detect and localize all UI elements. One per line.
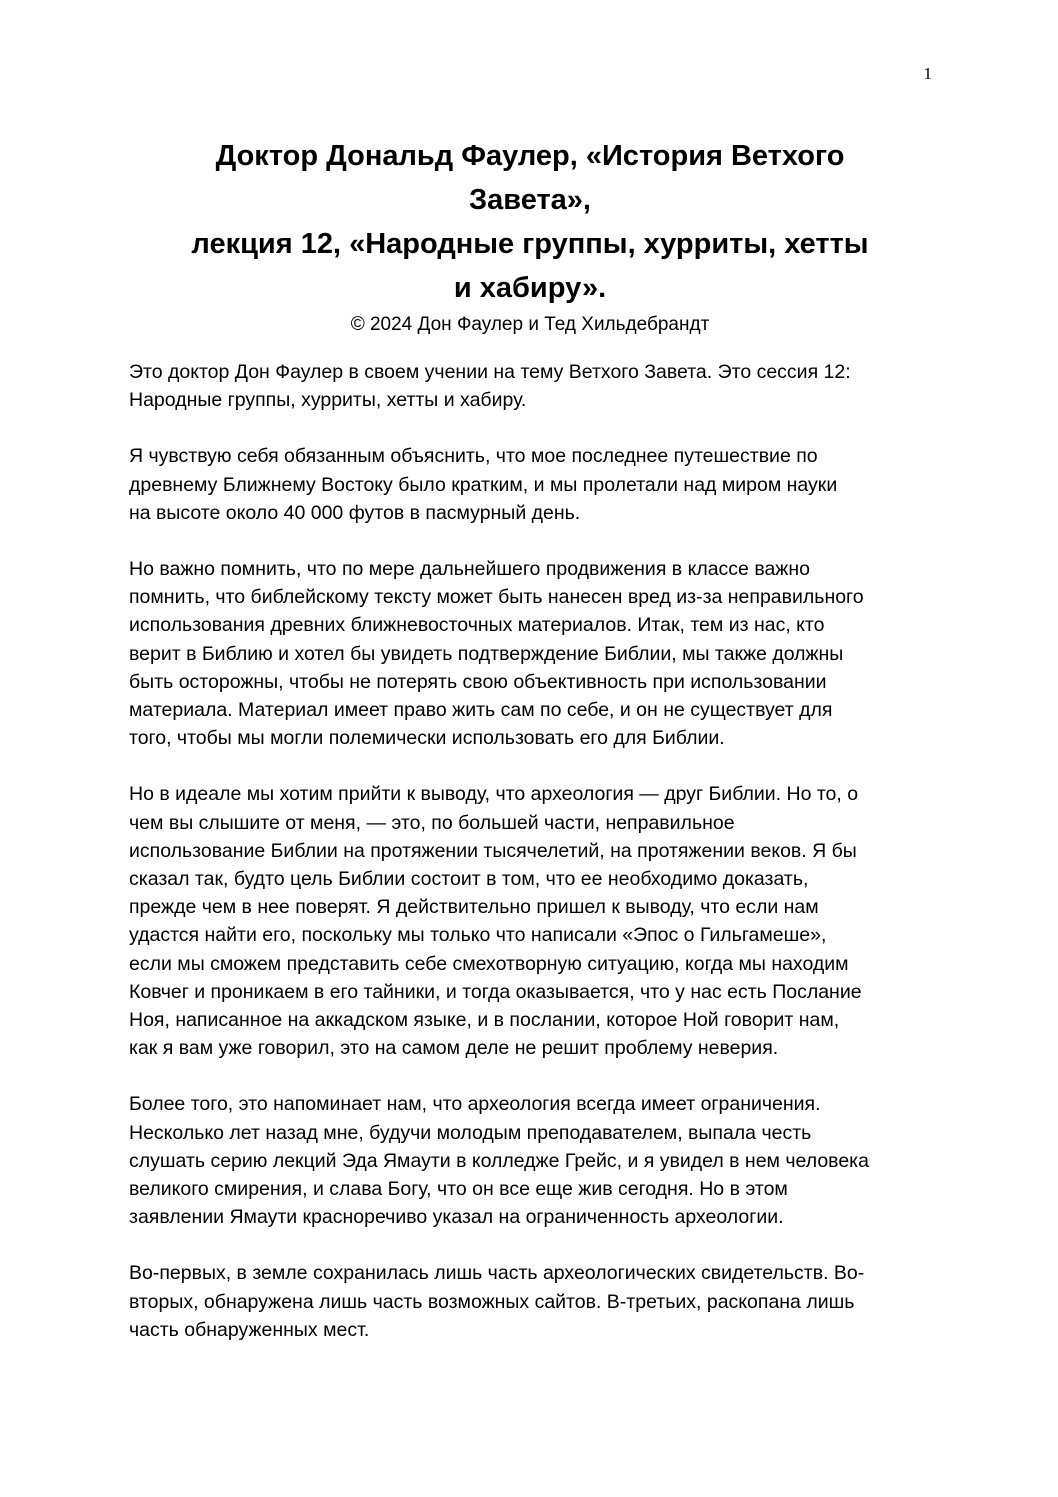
text-line: материала. Материал имеет право жить сам по себе, и он не существует для	[129, 699, 833, 722]
paragraph-3	[129, 555, 941, 752]
text-line: удастся найти его, поскольку мы только что написали «Эпос о Гильгамеше»,	[129, 924, 827, 947]
text-line: заявлении Ямаути красноречиво указал на ограниченность археологии.	[129, 1206, 784, 1229]
title-line: Доктор Дональд Фаулер, «История Ветхого	[215, 140, 845, 172]
copyright-line: © 2024 Дон Фаулер и Тед Хильдебрандт	[350, 314, 710, 335]
paragraph-5	[129, 1090, 941, 1231]
title-line: и хабиру».	[453, 272, 607, 304]
body-text	[129, 358, 941, 1372]
text-line: верит в Библию и хотел бы увидеть подтверждение Библии, мы также должны	[129, 642, 844, 665]
text-line: сказал так, будто цель Библии состоит в том, что ее необходимо доказать,	[129, 868, 809, 891]
paragraph-4	[129, 780, 941, 1062]
text-line: чем вы слышите от меня, — это, по большей части, неправильное	[129, 811, 735, 834]
page-number: 1	[923, 64, 932, 83]
text-line: того, чтобы мы могли полемически использовать его для Библии.	[129, 727, 725, 750]
text-line: на высоте около 40 000 футов в пасмурный день.	[129, 501, 581, 524]
text-line: быть осторожны, чтобы не потерять свою объективность при использовании	[129, 670, 827, 693]
text-line: Более того, это напоминает нам, что археология всегда имеет ограничения.	[129, 1093, 821, 1116]
text-line: Это доктор Дон Фаулер в своем учении на тему Ветхого Завета. Это сессия 12:	[129, 361, 851, 383]
text-line: Несколько лет назад мне, будучи молодым преподавателем, выпала честь	[129, 1121, 812, 1144]
text-line: древнему Ближнему Востоку было кратким, и мы пролетали над миром науки	[129, 473, 838, 496]
text-line: Ковчег и проникаем в его тайники, и тогда оказывается, что у нас есть Послание	[129, 980, 862, 1003]
paragraph-1	[129, 358, 941, 414]
text-line: помнить, что библейскому тексту может быть нанесен вред из-за неправильного	[129, 586, 864, 609]
text-line: Я чувствую себя обязанным объяснить, что мое последнее путешествие по	[129, 445, 818, 468]
title-block	[130, 134, 930, 338]
text-line: Но важно помнить, что по мере дальнейшего продвижения в классе важно	[129, 558, 810, 581]
title-line: Завета»,	[468, 184, 591, 216]
paragraph-6	[129, 1259, 941, 1344]
text-line: использования древних ближневосточных материалов. Итак, тем из нас, кто	[129, 614, 825, 637]
text-line: Во-первых, в земле сохранилась лишь часть археологических свидетельств. Во-	[129, 1262, 865, 1285]
text-line: Ноя, написанное на аккадском языке, и в послании, которое Ной говорит нам,	[129, 1009, 840, 1032]
text-line: Народные группы, хурриты, хетты и хабиру.	[129, 389, 527, 412]
text-line: великого смирения, и слава Богу, что он все еще жив сегодня. Но в этом	[129, 1178, 788, 1201]
text-line: слушать серию лекций Эда Ямаути в колледже Грейс, и я увидел в нем человека	[129, 1149, 869, 1172]
text-line: использование Библии на протяжении тысячелетий, на протяжении веков. Я бы	[129, 839, 857, 862]
text-line: прежде чем в нее поверят. Я действительно пришел к выводу, что если нам	[129, 896, 819, 919]
text-line: Но в идеале мы хотим прийти к выводу, что археология — друг Библии. Но то, о	[129, 783, 859, 806]
text-line: если мы сможем представить себе смехотворную ситуацию, когда мы находим	[129, 952, 849, 975]
text-line: вторых, обнаружена лишь часть возможных сайтов. В-третьих, раскопана лишь	[129, 1290, 855, 1313]
paragraph-2	[129, 442, 941, 527]
title-line: лекция 12, «Народные группы, хурриты, хетты	[191, 228, 869, 260]
text-line: как я вам уже говорил, это на самом деле не решит проблему неверия.	[129, 1037, 779, 1060]
text-line: часть обнаруженных мест.	[129, 1318, 370, 1341]
